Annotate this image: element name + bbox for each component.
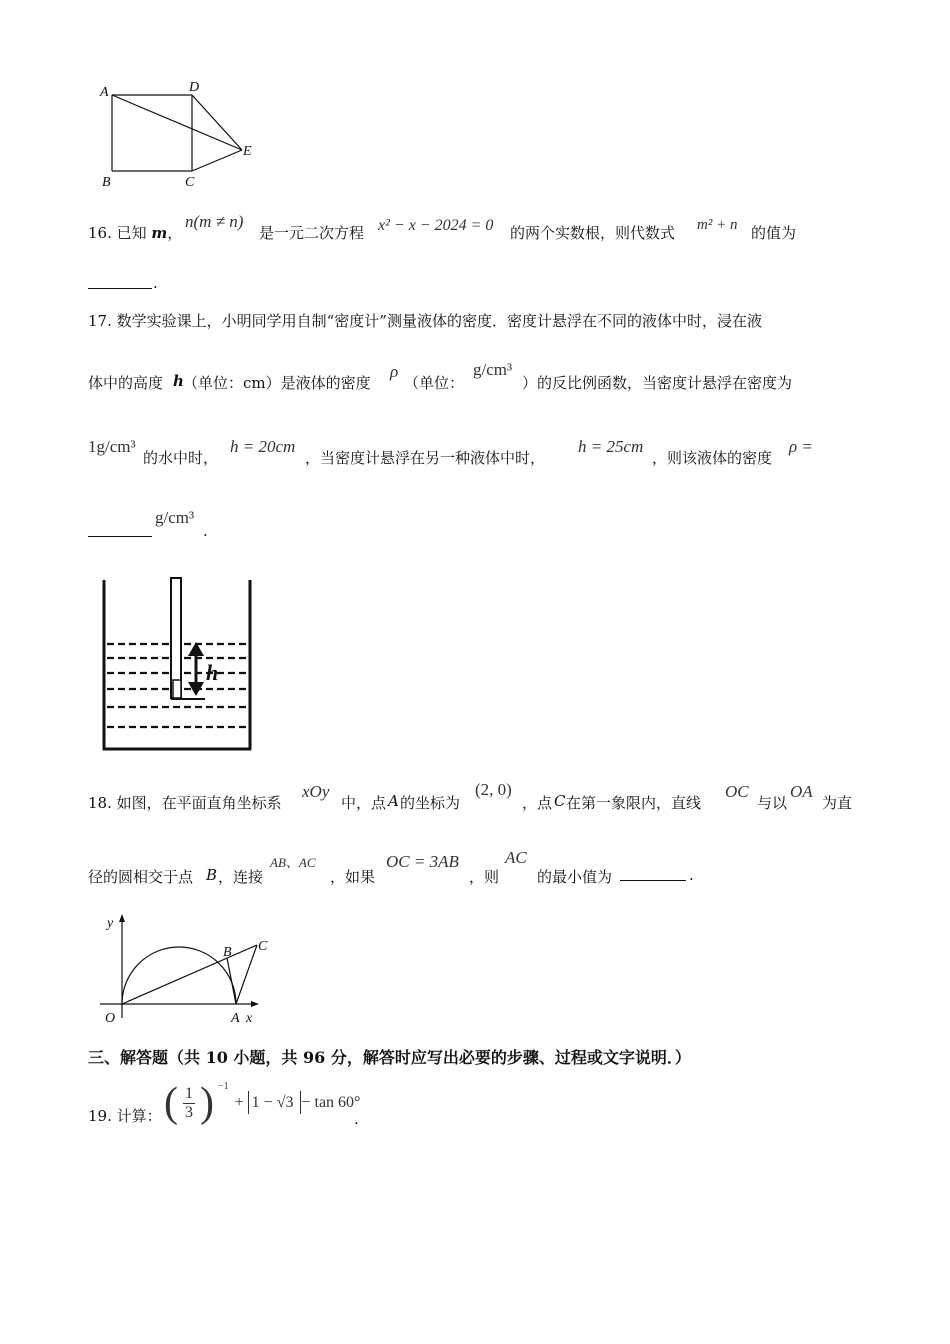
figure-square-abcd xyxy=(95,78,270,193)
q17-density-water: 1g/cm³ xyxy=(88,437,136,456)
q16-comma: ， xyxy=(167,224,183,242)
q16-formula-n: n(m ≠ n) xyxy=(185,212,244,231)
segment-ce xyxy=(192,150,242,171)
question-16 xyxy=(88,222,182,243)
q19-plus: + xyxy=(234,1094,244,1111)
q17-h20: h = 20cm xyxy=(230,437,296,456)
q18-line2-a: 径的圆相交于点 xyxy=(88,868,194,886)
figure-coordinate-circle xyxy=(95,910,280,1028)
q18-line1-c: 的坐标为 xyxy=(400,794,461,812)
q18-oa: OA xyxy=(790,782,813,801)
label-x: x xyxy=(246,1011,253,1026)
q18-oc: OC xyxy=(725,782,749,801)
semicircle xyxy=(122,947,236,1004)
q18-point-c: C xyxy=(554,792,566,810)
q17-unit-1: g/cm³ xyxy=(473,360,513,379)
q17-answer-blank[interactable] xyxy=(88,522,152,541)
hydrometer-bulb xyxy=(173,680,181,698)
q18-line2-d: ，则 xyxy=(469,868,500,886)
q18-line2-c: ，如果 xyxy=(330,868,376,886)
q16-expression: m² + n xyxy=(697,217,738,233)
q17-unit-2: g/cm³ xyxy=(155,508,195,527)
q18-ab-ac: AB、AC xyxy=(270,855,316,870)
segment-ab xyxy=(227,958,236,1004)
q18-line1-f: 与以 xyxy=(757,794,788,812)
label-a: A xyxy=(100,85,109,100)
q18-point-b: B xyxy=(206,866,218,884)
segment-ae xyxy=(112,95,242,150)
label-y: y xyxy=(107,916,114,931)
q18-coord: (2, 0) xyxy=(475,780,512,799)
q16-var-m: m xyxy=(151,224,168,242)
label-e: E xyxy=(243,144,252,159)
label-o: O xyxy=(105,1011,116,1026)
q19-expression: ( $\frac{1}{3}$ ) $^{-1}$ + 1 − √3 − tan 60° xyxy=(164,1080,361,1126)
q18-line1-e: 在第一象限内，直线 xyxy=(566,794,702,812)
q16-text3: 的值为 xyxy=(751,224,797,242)
label-a: A xyxy=(231,1011,240,1026)
q18-line1-a: 18. 如图，在平面直角坐标系 xyxy=(88,794,282,812)
q16-text2: 的两个实数根，则代数式 xyxy=(510,224,676,242)
q19-minus-tan: − tan 60° xyxy=(301,1094,361,1111)
q17-line2-a: 体中的高度 xyxy=(88,374,164,392)
segment-oc xyxy=(122,945,257,1004)
q18-line1-g: 为直 xyxy=(822,794,853,812)
figure-hydrometer xyxy=(95,572,260,757)
q17-line1: 17. 数学实验课上，小明同学用自制“密度计”测量液体的密度．密度计悬浮在不同的液体中时，浸在液 xyxy=(88,312,762,330)
q17-var-h: h xyxy=(173,372,184,390)
q17-line3-a: 的水中时， xyxy=(143,449,219,467)
q17-end: . xyxy=(203,522,208,540)
q17-line2-c: （单位： xyxy=(404,374,465,392)
q18-answer-blank[interactable] xyxy=(620,866,686,885)
q17-h25: h = 25cm xyxy=(578,437,644,456)
q17-line2-b: （单位：cm）是液体的密度 xyxy=(183,374,371,392)
q19-frac-den: 3 xyxy=(185,1103,193,1121)
q18-line1-b: 中，点 xyxy=(341,794,387,812)
label-d: D xyxy=(189,80,200,95)
segment-ac xyxy=(236,945,257,1004)
q16-answer-blank[interactable] xyxy=(88,274,152,293)
q19-frac-num: 1 xyxy=(185,1084,193,1102)
q18-line1-d: ，点 xyxy=(522,794,553,812)
q18-line2-b: ，连接 xyxy=(218,868,264,886)
q16-number: 16. 已知 xyxy=(88,224,147,242)
q17-line3-c: ，则该液体的密度 xyxy=(652,449,773,467)
q18-xoy: xOy xyxy=(302,782,330,801)
q18-end: . xyxy=(689,866,694,884)
q16-text1: 是一元二次方程 xyxy=(259,224,365,242)
q17-rho: ρ xyxy=(390,362,399,381)
q18-condition: OC = 3AB xyxy=(386,852,459,871)
y-axis-arrow xyxy=(119,914,125,922)
q16-equation: x² − x − 2024 = 0 xyxy=(378,217,494,234)
q18-line2-e: 的最小值为 xyxy=(537,868,613,886)
q18-point-a: A xyxy=(388,792,399,810)
label-b: B xyxy=(102,175,111,190)
q19-abs-content: 1 − √3 xyxy=(251,1094,294,1111)
label-b: B xyxy=(223,945,232,960)
q19-end: . xyxy=(354,1110,359,1128)
label-c: C xyxy=(258,939,268,954)
section-3-title: 三、解答题（共 10 小题，共 96 分，解答时应写出必要的步骤、过程或文字说明．） xyxy=(88,1048,691,1067)
label-c: C xyxy=(185,175,195,190)
q17-rho-eq: ρ = xyxy=(789,437,813,456)
q17-line2-d: ）的反比例函数，当密度计悬浮在密度为 xyxy=(522,374,793,392)
x-axis-arrow xyxy=(251,1001,259,1007)
q19-number: 19. 计算： xyxy=(88,1107,162,1125)
q17-line3-b: ，当密度计悬浮在另一种液体中时， xyxy=(305,449,546,467)
q18-ac: AC xyxy=(505,848,527,867)
q16-end: . xyxy=(153,274,158,292)
segment-de xyxy=(192,95,242,150)
label-h: h xyxy=(206,660,219,685)
q19-exponent: −1 xyxy=(218,1080,229,1092)
